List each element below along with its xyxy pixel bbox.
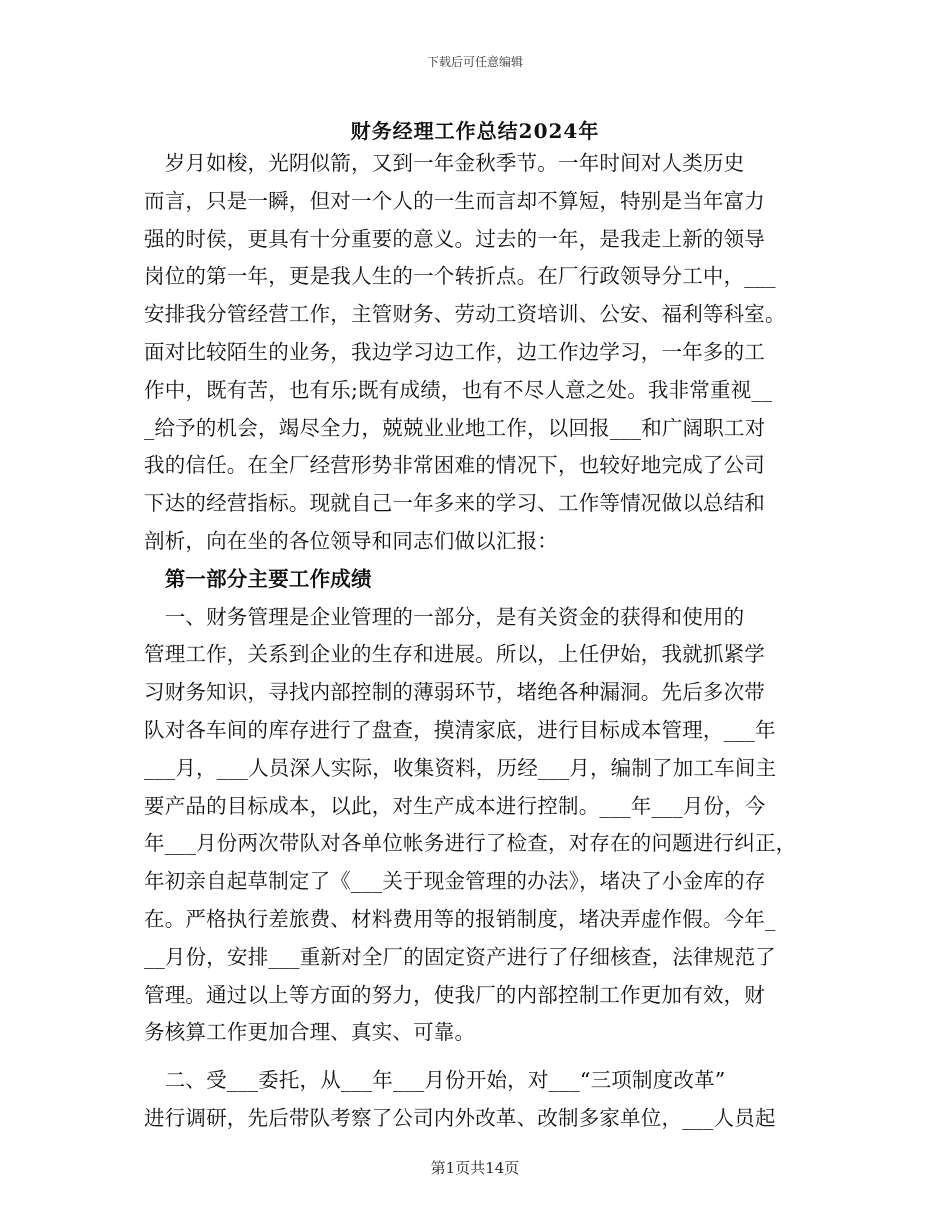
body-line: 二、受___委托，从___年___月份开始，对___“三项制度改革”: [144, 1068, 726, 1093]
body-line: 在。严格执行差旅费、材料费用等的报销制度，堵决弄虚作假。今年_: [144, 906, 776, 931]
body-line: 安排我分管经营工作，主管财务、劳动工资培训、公安、福利等科室。: [144, 302, 786, 327]
body-line: 年初亲自起草制定了《___关于现金管理的办法》，堵决了小金库的存: [144, 869, 766, 894]
body-line: 强的时侯，更具有十分重要的意义。过去的一年，是我走上新的领导: [144, 226, 765, 251]
body-line: 务核算工作更加合理、真实、可靠。: [144, 1020, 476, 1045]
body-line: 要产品的目标成本，以此，对生产成本进行控制。___年___月份，今: [144, 793, 766, 818]
body-line: 年___月份两次带队对各单位帐务进行了检查，对存在的问题进行纠正，: [144, 831, 797, 856]
body-line: 作中，既有苦，也有乐;既有成绩，也有不尽人意之处。我非常重视__: [144, 377, 773, 402]
body-line: 岗位的第一年，更是我人生的一个转折点。在厂行政领导分工中，___: [144, 264, 776, 289]
body-line: 进行调研，先后带队考察了公司内外改革、改制多家单位，___人员起: [144, 1105, 776, 1130]
page-header: 下载后可任意编辑: [426, 55, 523, 69]
body-line: 队对各车间的库存进行了盘查，摸清家底，进行目标成本管理，___年: [144, 717, 776, 742]
body-line: 面对比较陌生的业务，我边学习边工作，边工作边学习，一年多的工: [144, 339, 765, 364]
body-line: _给予的机会，竭尽全力，兢兢业业地工作，以回报___和广阔职工对: [144, 415, 766, 440]
body-line: 习财务知识，寻找内部控制的薄弱环节，堵绝各种漏洞。先后多次带: [144, 680, 765, 705]
body-line: 下达的经营指标。现就自己一年多来的学习、工作等情况做以总结和: [144, 491, 765, 516]
body-line: 管理工作，关系到企业的生存和进展。所以，上任伊始，我就抓紧学: [144, 642, 765, 667]
page-footer: 第1页共14页: [430, 1159, 520, 1177]
body-line: __月份，安排___重新对全厂的固定资产进行了仔细核查，法律规范了: [144, 944, 776, 969]
paragraph-gap: [144, 1052, 814, 1062]
body-line: 岁月如梭，光阴似箭，又到一年金秋季节。一年时间对人类历史: [144, 151, 745, 175]
body-line: ___月，___人员深人实际，收集资料，历经___月，编制了加工车间主: [144, 755, 777, 780]
body-line: 一、财务管理是企业管理的一部分，是有关资金的获得和使用的: [144, 604, 745, 629]
document-title: 财务经理工作总结2024年: [350, 119, 600, 143]
document-body: [144, 145, 814, 1138]
section-heading: 第一部分主要工作成绩: [144, 566, 372, 591]
body-line: 我的信任。在全厂经营形势非常困难的情况下，也较好地完成了公司: [144, 453, 765, 478]
body-line: 管理。通过以上等方面的努力，使我厂的内部控制工作更加有效，财: [144, 982, 765, 1007]
body-line: 而言，只是一瞬，但对一个人的一生而言却不算短，特别是当年富力: [144, 188, 765, 213]
body-line: 剖析，向在坐的各位领导和同志们做以汇报：: [144, 528, 558, 553]
